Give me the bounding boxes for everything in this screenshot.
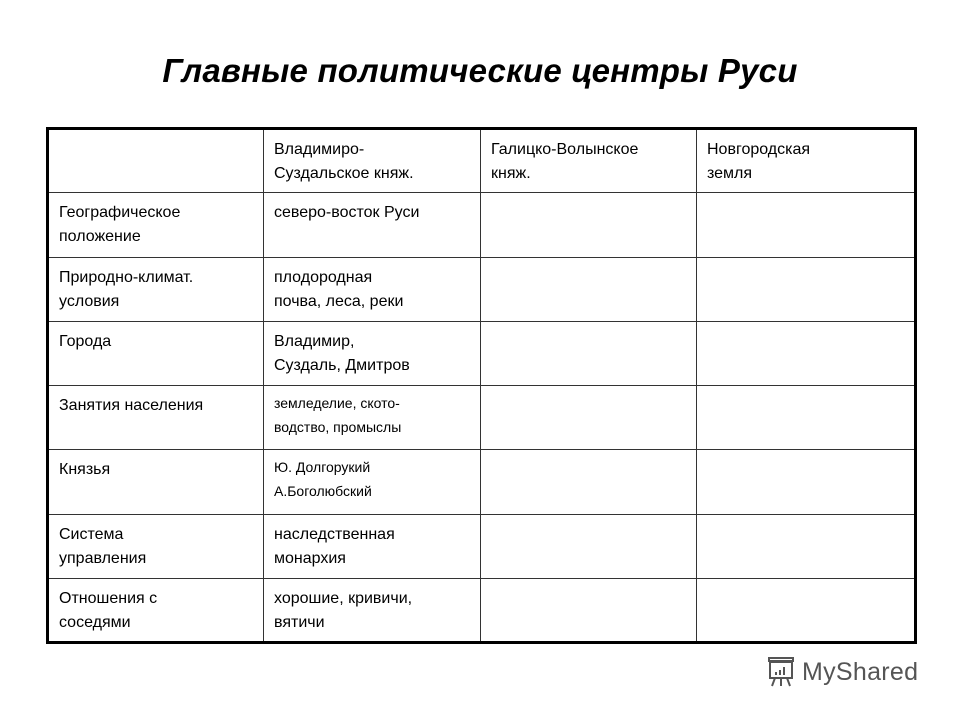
table-row (48, 386, 916, 450)
cell-vladimir-suzdal: земледелие, ското- водство, промыслы (264, 386, 481, 450)
cell-novgorod (697, 386, 916, 450)
cell-novgorod (697, 578, 916, 642)
row-label: Отношения с соседями (48, 578, 264, 642)
header-cell-empty (48, 129, 264, 193)
cell-vladimir-suzdal: Владимир, Суздаль, Дмитров (264, 321, 481, 385)
cell-vladimir-suzdal: хорошие, кривичи, вятичи (264, 578, 481, 642)
cell-novgorod (697, 257, 916, 321)
table-row (48, 514, 916, 578)
cell-galicia-volhynia (481, 321, 697, 385)
cell-vladimir-suzdal: наследственная монархия (264, 514, 481, 578)
header-cell-novgorod: Новгородская земля (697, 129, 916, 193)
cell-galicia-volhynia (481, 257, 697, 321)
cell-vladimir-suzdal: Ю. Долгорукий А.Боголюбский (264, 450, 481, 514)
cell-novgorod (697, 193, 916, 257)
cell-vladimir-suzdal: плодородная почва, леса, реки (264, 257, 481, 321)
row-label: Природно-климат. условия (48, 257, 264, 321)
table-row (48, 578, 916, 642)
table-row (48, 321, 916, 385)
slide-title: Главные политические центры Руси (162, 52, 798, 89)
cell-vladimir-suzdal: северо-восток Руси (264, 193, 481, 257)
comparison-table (46, 127, 917, 644)
table-row (48, 450, 916, 514)
table-row (48, 193, 916, 257)
cell-galicia-volhynia (481, 450, 697, 514)
row-label: Занятия населения (48, 386, 264, 450)
table-row (48, 257, 916, 321)
row-label: Князья (48, 450, 264, 514)
header-cell-vladimir-suzdal: Владимиро- Суздальское княж. (264, 129, 481, 193)
table-header-row (48, 129, 916, 193)
header-cell-galicia-volhynia: Галицко-Волынское княж. (481, 129, 697, 193)
row-label: Города (48, 321, 264, 385)
row-label: Географическое положение (48, 193, 264, 257)
watermark-text: MyShared (802, 657, 919, 686)
cell-novgorod (697, 321, 916, 385)
myshared-watermark (766, 655, 918, 689)
cell-novgorod (697, 450, 916, 514)
cell-galicia-volhynia (481, 514, 697, 578)
cell-galicia-volhynia (481, 193, 697, 257)
presentation-board-icon (766, 655, 796, 689)
cell-novgorod (697, 514, 916, 578)
cell-galicia-volhynia (481, 578, 697, 642)
row-label: Система управления (48, 514, 264, 578)
cell-galicia-volhynia (481, 386, 697, 450)
